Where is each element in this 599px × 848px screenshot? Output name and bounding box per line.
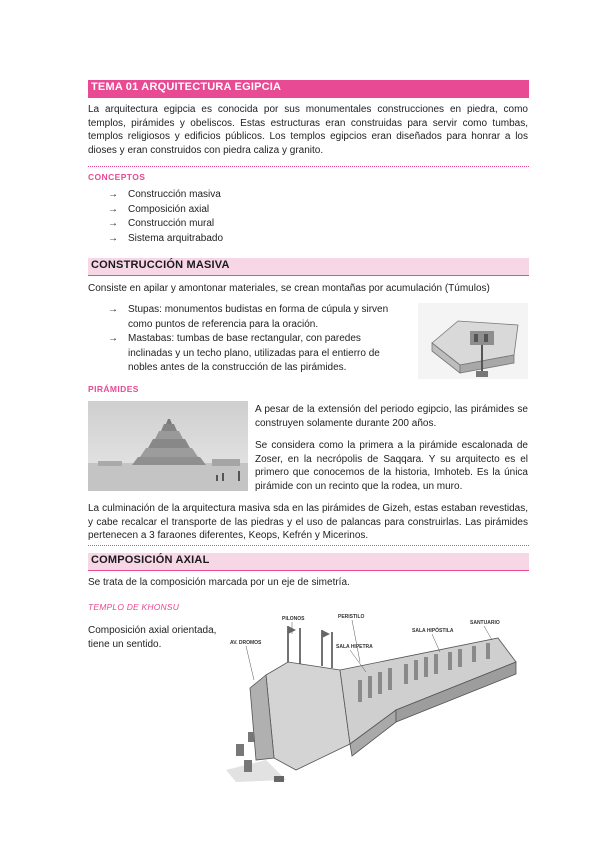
axial-heading-bar bbox=[88, 553, 529, 571]
label-santuario: SANTUARIO bbox=[470, 620, 500, 626]
axial-heading: COMPOSICIÓN AXIAL bbox=[91, 554, 210, 566]
list-item: → Composición axial bbox=[108, 203, 408, 218]
list-item: → Stupas: monumentos budistas en forma de cúpula y sirven como puntos de referencia para la oración. bbox=[108, 304, 389, 330]
label-peristilo: PERISTILO bbox=[338, 614, 365, 620]
label-pilonos: PILONOS bbox=[282, 616, 305, 622]
axial-caption: Composición axial orientada, tiene un sentido. bbox=[88, 625, 217, 650]
axial-text: Se trata de la composición marcada por un eje de simetría. bbox=[88, 577, 350, 588]
mastaba-image bbox=[418, 303, 528, 379]
intro-paragraph: La arquitectura egipcia es conocida por sus monumentales construcciones en piedra, como templos, pirámides y obeliscos. Estas estructuras eran construidas para servir como tumbas, templos religiosos y edificios públicos. Los templos egipcios eran diseñados para honrar a los dioses y eran construidos con piedra caliza y granito. bbox=[88, 104, 528, 156]
arrow-icon: → bbox=[108, 218, 118, 230]
construccion-heading-bar bbox=[88, 258, 529, 276]
label-dromos: AV. DROMOS bbox=[230, 640, 262, 646]
piramides-p3: La culminación de la arquitectura masiva sda en las pirámides de Gizeh, estas estaban revestidas, y cabe recalcar el transporte de las piedras y el uso de palancas para construirlas. Las pirámides pertenecen a 3 faraones diferentes, Keops, Kefrén y Micerinos. bbox=[88, 503, 528, 541]
page-title: TEMA 01 ARQUITECTURA EGIPCIA bbox=[91, 81, 282, 93]
construccion-list bbox=[108, 303, 408, 376]
list-item: → Mastabas: tumbas de base rectangular, con paredes inclinadas y un techo plano, utilizadas para el entierro de nobles antes de la construcción de las pirámides. bbox=[108, 333, 380, 374]
label-sala-hipetra: SALA HIPETRA bbox=[336, 644, 373, 650]
step-pyramid-image bbox=[88, 401, 248, 491]
arrow-icon: → bbox=[108, 232, 118, 244]
title-bar bbox=[88, 80, 529, 98]
piramides-heading: PIRÁMIDES bbox=[88, 384, 139, 394]
temple-khonsu-image bbox=[226, 610, 529, 782]
conceptos-heading: CONCEPTOS bbox=[88, 172, 146, 182]
piramides-p1: A pesar de la extensión del periodo egipcio, las pirámides se construyen solamente durante 200 años. bbox=[255, 404, 528, 429]
construccion-text: Consiste en apilar y amontonar materiales, se crean montañas por acumulación (Túmulos) bbox=[88, 283, 490, 294]
divider bbox=[88, 545, 529, 546]
arrow-icon: → bbox=[108, 203, 118, 215]
list-item: → Construcción masiva bbox=[108, 188, 408, 203]
arrow-icon: → bbox=[108, 333, 118, 345]
divider bbox=[88, 166, 529, 167]
construccion-heading: CONSTRUCCIÓN MASIVA bbox=[91, 259, 230, 271]
conceptos-list bbox=[108, 188, 408, 246]
templo-heading: TEMPLO DE KHONSU bbox=[88, 602, 180, 612]
arrow-icon: → bbox=[108, 189, 118, 200]
label-sala-hipostila: SALA HIPÓSTILA bbox=[412, 628, 454, 634]
piramides-p2: Se considera como la primera a la pirámide escalonada de Zoser, en la necrópolis de Saqqara. Y su arquitecto es el primero que conocemos de la historia, Imhoteb. Es la única pirámide con un recinto que la rodea, un muro. bbox=[255, 440, 528, 492]
list-item: → Sistema arquitrabado bbox=[108, 232, 408, 247]
arrow-icon: → bbox=[108, 304, 118, 315]
list-item: → Construcción mural bbox=[108, 217, 408, 232]
